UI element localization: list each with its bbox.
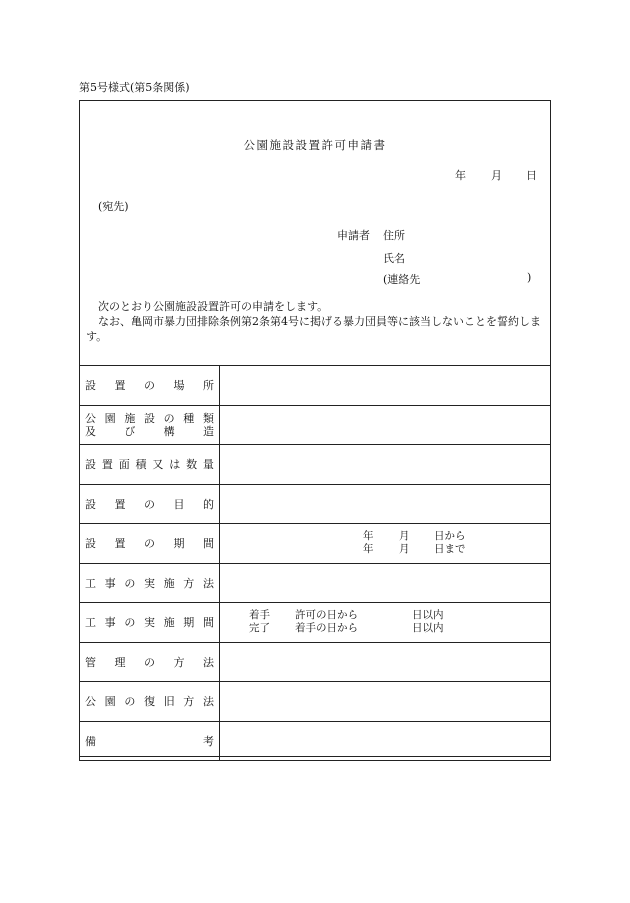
period-until-year: 年 [363,543,374,556]
period-from-day: 日から [434,530,466,543]
period-until-month: 月 [399,543,410,556]
input-construction-method[interactable] [220,563,551,603]
label-restoration [80,682,220,722]
label-purpose [80,484,220,524]
construction-end-within: 日以内 [412,622,444,635]
label-construction-period [80,603,220,643]
label-construction-method [80,563,220,603]
declaration-line-2: なお、亀岡市暴力団排除条例第2条第4号に掲げる暴力団員等に該当しないことを誓約します。 [86,315,541,343]
period-until-row [220,543,550,556]
input-area[interactable] [220,445,551,485]
period-from-year: 年 [363,530,374,543]
construction-end-row [220,622,550,635]
row-period [80,524,551,564]
label-construction-method-text: 工 事 の 実 施 方 法 [85,576,214,590]
construction-end-label: 完了 [249,622,270,635]
date-day-label: 日 [526,169,537,182]
address-label: 住所 [383,229,405,242]
date-month-label: 月 [491,169,502,182]
label-remarks [80,721,220,761]
row-construction-method [80,563,551,603]
declaration-line-1: 次のとおり公園施設設置許可の申請をします。 [98,300,329,313]
input-facility[interactable] [220,405,551,445]
row-location [80,366,551,406]
fields-table [79,365,551,761]
row-restoration [80,682,551,722]
label-remarks-text: 備 考 [85,734,214,748]
form-number: 第5号様式(第5条関係) [79,81,190,94]
application-form [79,100,551,757]
date-year-label: 年 [455,169,466,182]
label-construction-period-text: 工 事 の 実 施 期 間 [85,616,214,630]
period-from-row [220,530,550,543]
input-restoration[interactable] [220,682,551,722]
label-period [80,524,220,564]
input-remarks[interactable] [220,721,551,761]
input-period[interactable] [220,524,551,564]
label-facility-line1: 公 園 施 設 の 種 類 [85,411,214,425]
construction-start-row [220,609,550,622]
construction-start-basis: 許可の日から [295,609,358,622]
row-purpose [80,484,551,524]
input-purpose[interactable] [220,484,551,524]
construction-start-label: 着手 [249,609,270,622]
row-management [80,642,551,682]
addressee-label: (宛先) [98,200,129,213]
contact-close-paren: ) [527,271,532,284]
row-construction-period [80,603,551,643]
label-restoration-text: 公 園 の 復 旧 方 法 [85,695,214,709]
label-purpose-text: 設 置 の 目 的 [85,497,214,511]
form-title: 公園施設設置許可申請書 [243,138,387,152]
label-period-text: 設 置 の 期 間 [85,537,214,551]
input-management[interactable] [220,642,551,682]
name-label: 氏名 [383,252,405,265]
input-construction-period[interactable] [220,603,551,643]
contact-label: (連絡先 [383,273,421,286]
label-location [80,366,220,406]
declaration-text [86,299,546,344]
period-until-day: 日まで [434,543,466,556]
construction-end-basis: 着手の日から [295,622,358,635]
label-facility-line2: 及 び 構 造 [85,424,214,438]
label-management [80,642,220,682]
applicant-label: 申請者 [337,229,370,242]
row-facility [80,405,551,445]
row-remarks [80,721,551,761]
label-area [80,445,220,485]
label-location-text: 設 置 の 場 所 [85,379,214,393]
label-area-text: 設 置 面 積 又 は 数 量 [85,458,214,472]
period-from-month: 月 [399,530,410,543]
label-facility [80,405,220,445]
construction-start-within: 日以内 [412,609,444,622]
input-location[interactable] [220,366,551,406]
row-area [80,445,551,485]
label-management-text: 管 理 の 方 法 [85,655,214,669]
